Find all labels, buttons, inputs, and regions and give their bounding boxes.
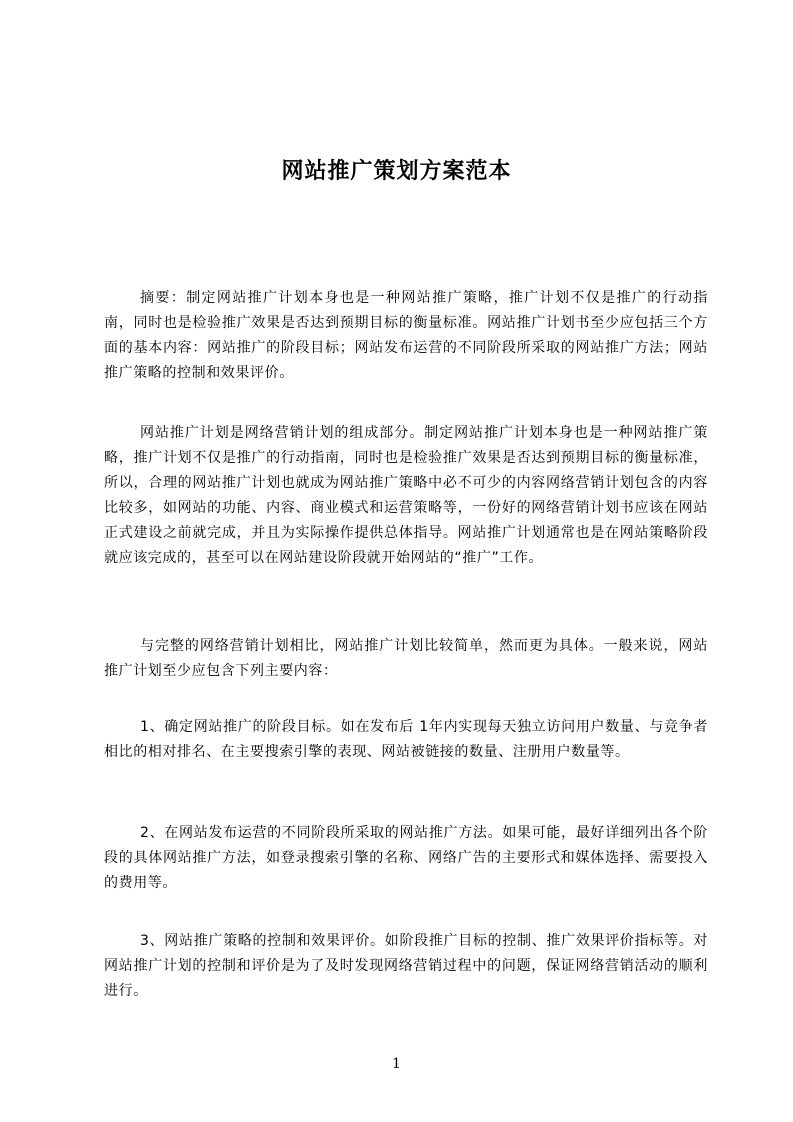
comparison-paragraph: 与完整的网络营销计划相比，网站推广计划比较简单，然而更为具体。一般来说，网站推广计划至少应包含下列主要内容： [104, 638, 708, 679]
list-item-promotion-methods: 2、在网站发布运营的不同阶段所采取的网站推广方法。如果可能，最好详细列出各个阶段的具体网站推广方法，如登录搜索引擎的名称、网络广告的主要形式和媒体选择、需要投入的费用等。 [104, 825, 708, 891]
list-item-control-evaluation: 3、网站推广策略的控制和效果评价。如阶段推广目标的控制、推广效果评价指标等。对网站推广计划的控制和评价是为了及时发现网络营销过程中的问题，保证网络营销活动的顺利进行。 [104, 933, 708, 999]
plan-overview-paragraph: 网站推广计划是网络营销计划的组成部分。制定网站推广计划本身也是一种网站推广策略，推广计划不仅是推广的行动指南，同时也是检验推广效果是否达到预期目标的衡量标准，所以，合理的网站推广计划也就成为网站推广策略中必不可少的内容网络营销计划包含的内容比较多，如网站的功能、内容、商业模式和运营策略等，一份好的网络营销计划书应该在网站正式建设之前就完成，并且为实际操作提供总体指导。网站推广计划通常也是在网站策略阶段就应该完成的，甚至可以在网站建设阶段就开始网站的“推广”工作。 [104, 425, 708, 566]
page-number: 1 [392, 1056, 401, 1072]
abstract-paragraph: 摘要：制定网站推广计划本身也是一种网站推广策略，推广计划不仅是推广的行动指南，同时也是检验推广效果是否达到预期目标的衡量标准。网站推广计划书至少应包括三个方面的基本内容：网站推广的阶段目标；网站发布运营的不同阶段所采取的网站推广方法；网站推广策略的控制和效果评价。 [104, 290, 708, 381]
document-title: 网站推广策划方案范本 [281, 158, 512, 184]
list-item-stage-goals: 1、确定网站推广的阶段目标。如在发布后 1年内实现每天独立访问用户数量、与竞争者相比的相对排名、在主要搜索引擎的表现、网站被链接的数量、注册用户数量等。 [104, 719, 708, 760]
